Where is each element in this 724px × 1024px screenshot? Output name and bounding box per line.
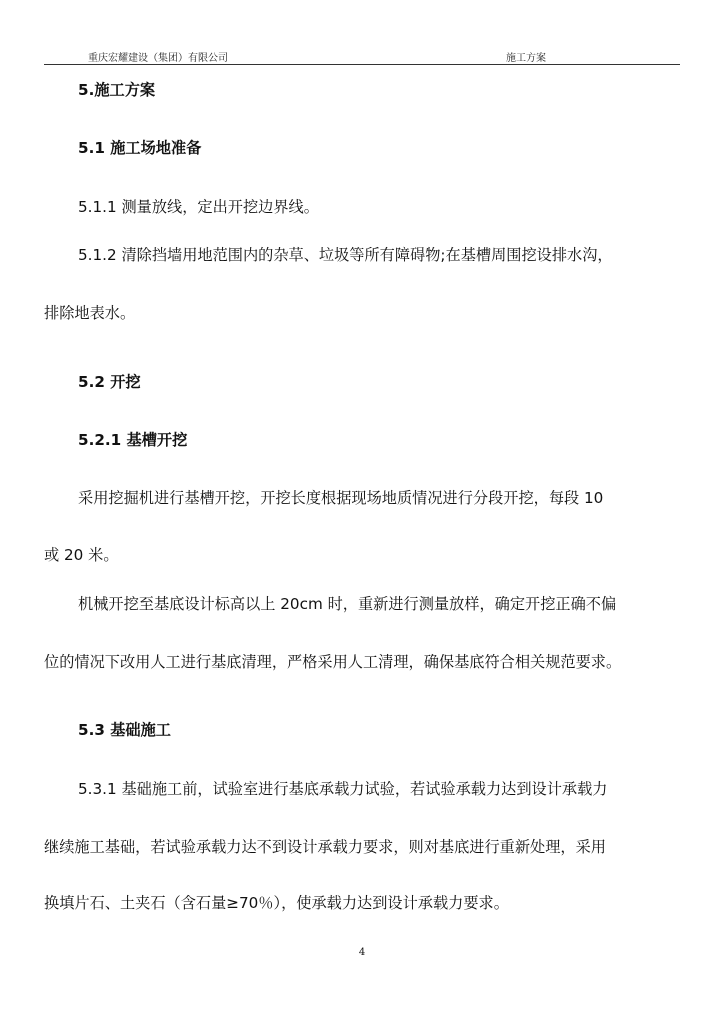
section-heading-5-2: 5.2 开挖 <box>78 373 141 391</box>
header-doc-title: 施工方案 <box>506 53 546 64</box>
paragraph-5-3-1-line-1: 5.3.1 基础施工前，试验室进行基底承载力试验，若试验承载力达到设计承载力 <box>78 780 608 798</box>
paragraph-machine-line-1: 机械开挖至基底设计标高以上 20cm 时，重新进行测量放样，确定开挖正确不偏 <box>78 595 617 613</box>
header-rule <box>44 64 680 65</box>
paragraph-5-1-1: 5.1.1 测量放线，定出开挖边界线。 <box>78 198 319 216</box>
page-header <box>44 49 680 64</box>
paragraph-excavation-line-2: 或 20 米。 <box>44 546 119 564</box>
section-heading-5: 5.施工方案 <box>78 81 156 99</box>
paragraph-excavation-line-1: 采用挖掘机进行基槽开挖，开挖长度根据现场地质情况进行分段开挖，每段 10 <box>78 489 604 507</box>
paragraph-5-3-1-line-3: 换填片石、土夹石（含石量≥70％），使承载力达到设计承载力要求。 <box>44 894 509 912</box>
paragraph-5-1-2-line-2: 排除地表水。 <box>44 304 136 322</box>
section-heading-5-1: 5.1 施工场地准备 <box>78 139 202 157</box>
paragraph-5-1-2-line-1: 5.1.2 清除挡墙用地范围内的杂草、垃圾等所有障碍物;在基槽周围挖设排水沟， <box>78 246 613 264</box>
paragraph-machine-line-2: 位的情况下改用人工进行基底清理，严格采用人工清理，确保基底符合相关规范要求。 <box>44 653 622 671</box>
paragraph-5-3-1-line-2: 继续施工基础，若试验承载力达不到设计承载力要求，则对基底进行重新处理，采用 <box>44 838 606 856</box>
section-heading-5-3: 5.3 基础施工 <box>78 721 171 739</box>
header-company: 重庆宏耀建设（集团）有限公司 <box>88 53 228 64</box>
page-number: 4 <box>358 947 366 958</box>
section-heading-5-2-1: 5.2.1 基槽开挖 <box>78 431 188 449</box>
